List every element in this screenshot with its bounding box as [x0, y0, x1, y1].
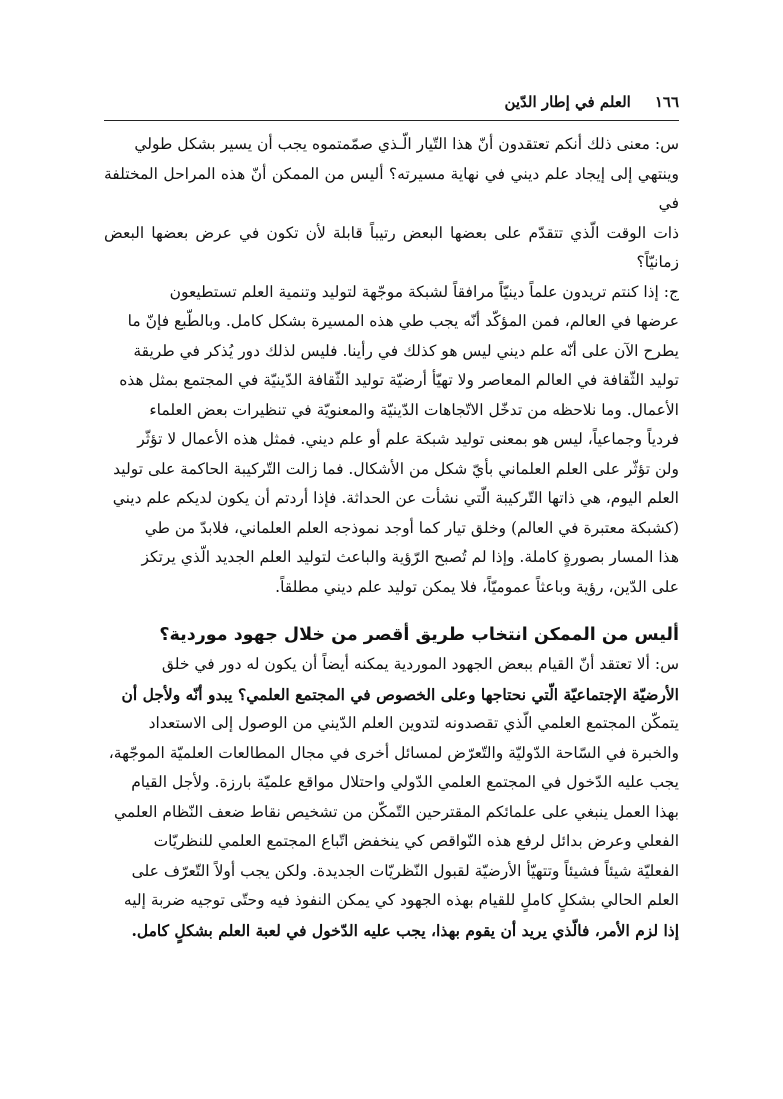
text-line: العلم الحالي بشكلٍ كاملٍ للقيام بهذه الجهود كي يمكن النفوذ فيه وحتّى توجيه ضربة إليه	[123, 891, 679, 909]
text-line: ذات الوقت الّذي تتقدّم على بعضها البعض رتيباً قابلة لأن تكون في عرض بعضها البعض زمانيّاً؟	[104, 223, 679, 271]
text-line: هذا المسار بصورةٍ كاملة. وإذا لم تُصبح الرّؤية والباعث لتوليد العلم الجديد الّذي يرتكز	[141, 548, 679, 566]
text-line: وينتهي إلى إيجاد علم ديني في نهاية مسيرته؟ أليس من الممكن أنّ هذه المراحل المختلفة في	[104, 164, 679, 212]
text-line: يتمكّن المجتمع العلمي الّذي تقصدونه لتدوين العلم الدّيني من الوصول إلى الاستعداد	[148, 714, 679, 732]
text-line: الأرضيّة الإجتماعيّة الّتي نحتاجها وعلى الخصوص في المجتمع العلمي؟ يبدو أنّه ولأجل أن	[121, 684, 679, 704]
text-line: ج: إذا كنتم تريدون علماً دينيّاً مرافقاً لشبكة موجّهة لتوليد وتنمية العلم تستطيعون	[169, 282, 679, 301]
text-line: يجب عليه الدّخول في المجتمع العلمي الدّولي واحتلال مواقع علميّة بارزة. ولأجل القيام	[131, 773, 679, 791]
running-title: العلم في إطار الدّين	[504, 93, 631, 111]
question-2	[104, 650, 679, 945]
answer-1	[104, 278, 679, 603]
text-line: يطرح الآن على أنّه علم ديني ليس هو كذلك في رأينا. فليس لذلك دور يُذكر في طريقة	[133, 341, 679, 360]
page-number: ١٦٦	[654, 93, 679, 111]
question-1	[104, 130, 679, 278]
text-line: الأعمال. وما نلاحظه من تدخّل الاتّجاهات الدّينيّة والمعنويّة في تنظيرات بعض العلماء	[149, 400, 679, 419]
text-line: توليد الثّقافة في العالم المعاصر ولا تهيّأ أرضيّة توليد الثّقافة الدّينيّة في المجتمع بمثل هذه	[119, 371, 679, 389]
header-rule	[104, 120, 679, 121]
text-line: الفعليّة شيئاً فشيئاً وتتهيّأ الأرضيّة لقبول النّظريّات الجديدة. ولكن يجب أولاً التّعرّف على	[131, 861, 679, 880]
text-line: فردياً وجماعياً، ليس هو بمعنى توليد شبكة علم أو علم ديني. فمثل هذه الأعمال لا تؤثّر	[137, 430, 679, 448]
text-line: س: معنى ذلك أنكم تعتقدون أنّ هذا التّيار الّـذي صمّمتموه يجب أن يسير بشكل طولي	[134, 135, 679, 153]
text-line: الفعلي وعرض بدائل لرفع هذه النّواقص كي ينخفض اتّباع المجتمع العلمي للنظريّات	[153, 832, 679, 850]
text-line: (كشبكة معتبرة في العالم) وخلق تيار كما أوجد نموذجه العلم العلماني، فلابدّ من طي	[144, 518, 679, 537]
text-line: ولن تؤثّر على العلم العلماني بأيّ شكل من الأشكال. فما زالت التّركيبة الحاكمة على توليد	[113, 459, 679, 478]
section-heading: أليس من الممكن انتخاب طريق أقصر من خلال جهود موردية؟	[159, 625, 679, 645]
text-line: والخبرة في السّاحة الدّوليّة والتّعرّض لمسائل أخرى في مجال المطالعات العلميّة الموجّهة،	[108, 743, 679, 762]
text-line: عرضها في العالم، فمن المؤكّد أنّه يجب طي هذه المسيرة بشكل كامل. وبالطّبع فإنّ ما	[127, 312, 679, 330]
text-line: بهذا العمل ينبغي على علمائكم المقترحين التّمكّن من تشخيص نقاط ضعف النّظام العلمي	[113, 802, 679, 821]
text-line: س: ألا تعتقد أنّ القيام ببعض الجهود الموردية يمكنه أيضاً أن يكون له دور في خلق	[161, 655, 679, 673]
text-line: على الدّين، رؤية وباعثاً عموميّاً، فلا يمكن توليد علم ديني مطلقاً.	[275, 577, 679, 596]
text-line: العلم اليوم، هي ذاتها التّركيبة الّتي نشأت عن الحداثة. فإذا أردتم أن يكون لديكم علم ديني	[112, 489, 679, 507]
text-line: إذا لزم الأمر، فالّذي يريد أن يقوم بهذا، يجب عليه الدّخول في لعبة العلم بشكلٍ كامل.	[131, 920, 679, 940]
section-gap	[104, 602, 679, 620]
running-header	[104, 93, 679, 117]
body-text	[104, 130, 679, 945]
